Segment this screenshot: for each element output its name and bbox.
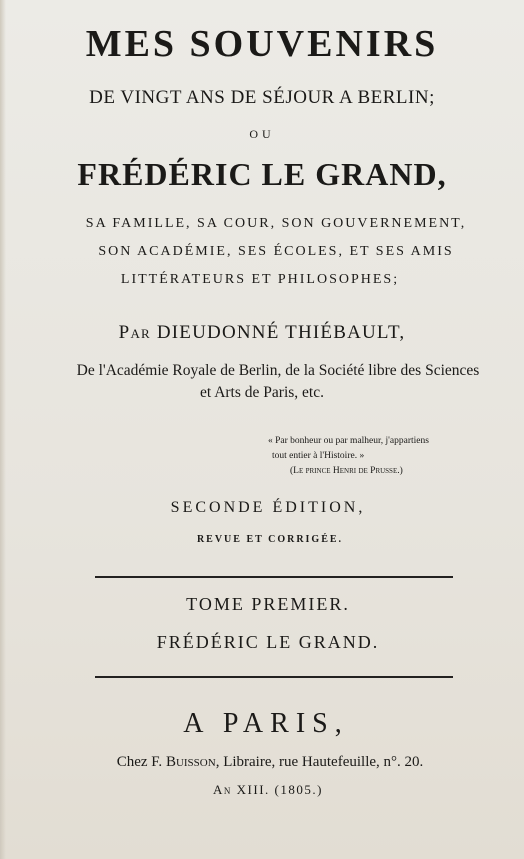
epigraph-line-1: « Par bonheur ou par malheur, j'appartiens [268, 436, 429, 446]
imprint-city: A PARIS, [183, 708, 349, 739]
gregorian-year: (1805.) [274, 782, 323, 797]
book-title: MES SOUVENIRS [85, 23, 439, 65]
description-line-2: SON ACADÉMIE, SES ÉCOLES, ET SES AMIS [98, 244, 454, 259]
description-line-1: SA FAMILLE, SA COUR, SON GOUVERNEMENT, [85, 216, 467, 231]
epigraph-line-2: tout entier à l'Histoire. » [272, 451, 365, 461]
book-subtitle: DE VINGT ANS DE SÉJOUR A BERLIN; [89, 87, 435, 108]
conjunction-ou: OU [249, 127, 275, 141]
publisher-address: , Libraire, rue Hautefeuille, n°. 20. [215, 754, 424, 770]
epigraph-attribution: (Le prince Henri de Prusse.) [290, 466, 403, 476]
description-line-3: LITTÉRATEURS ET PHILOSOPHES; [120, 272, 400, 287]
author-par: Par [118, 322, 151, 343]
author-affiliation-line-2: et Arts de Paris, etc. [200, 384, 324, 401]
edition-statement: SECONDE ÉDITION, [170, 499, 366, 516]
horizontal-rule-top [95, 576, 453, 578]
alternate-title: FRÉDÉRIC LE GRAND, [77, 156, 447, 192]
volume-subject: FRÉDÉRIC LE GRAND. [156, 632, 380, 652]
author-name: DIEUDONNÉ THIÉBAULT, [156, 322, 406, 343]
volume-number: TOME PREMIER. [186, 594, 350, 614]
publisher-name: Buisson [165, 754, 216, 770]
republican-year: An XIII. [213, 782, 270, 797]
author-line [0, 322, 524, 344]
author-affiliation-line-1: De l'Académie Royale de Berlin, de la Société libre des Sciences [76, 362, 480, 379]
publisher-prefix: Chez F. [116, 754, 163, 770]
epigraph [268, 434, 429, 479]
publisher-line [8, 754, 524, 771]
revision-statement: REVUE ET CORRIGÉE. [196, 534, 344, 545]
horizontal-rule-bottom [95, 676, 453, 678]
publication-year [6, 782, 524, 798]
